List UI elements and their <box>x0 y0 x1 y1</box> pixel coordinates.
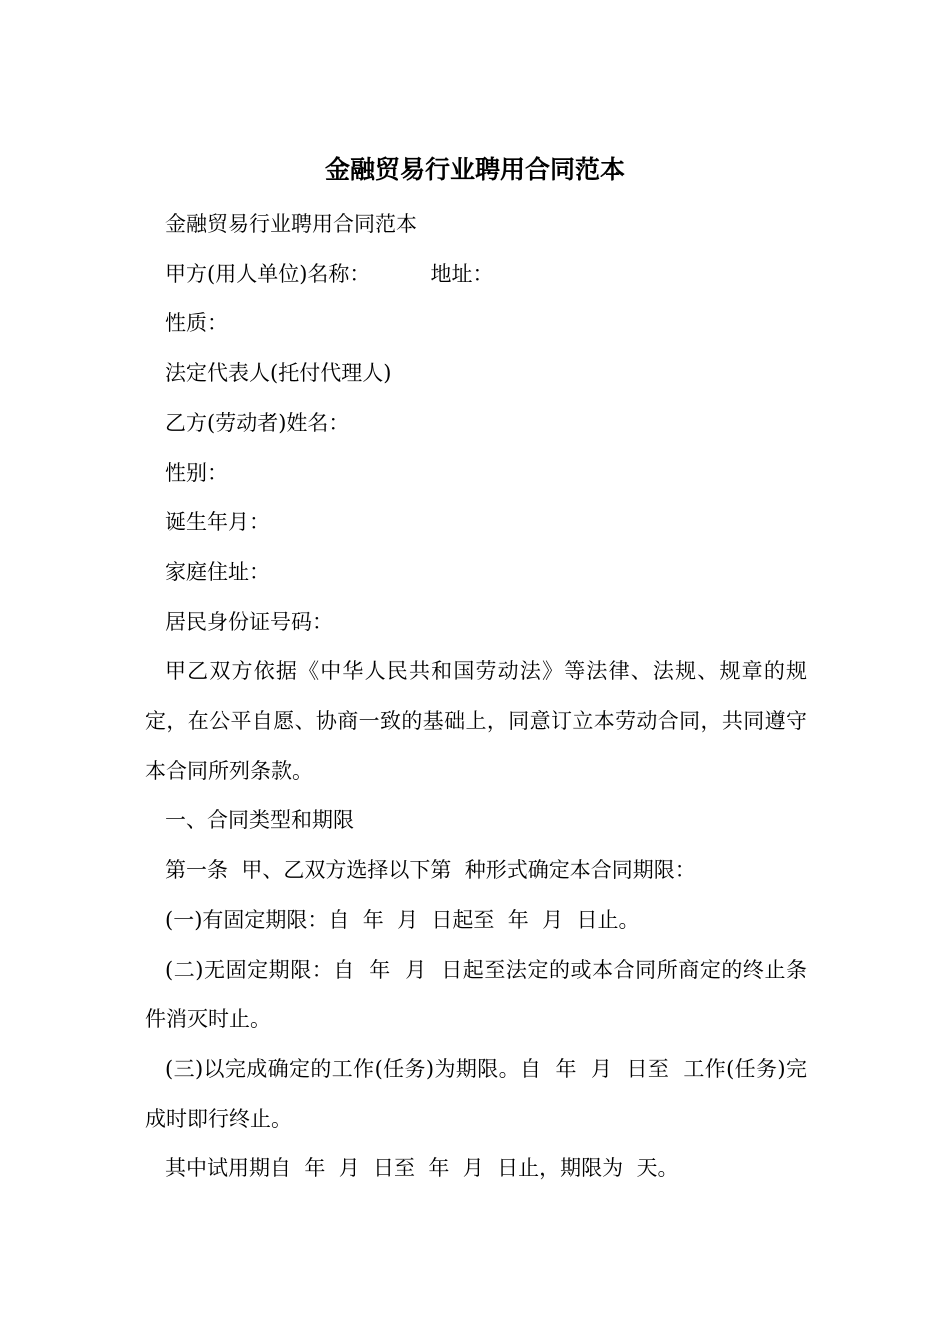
paragraph-party-b-name: 乙方(劳动者)姓名： <box>165 410 350 435</box>
document-title: 金融贸易行业聘用合同范本 <box>324 155 625 184</box>
paragraph-probation: 其中试用期自 年 月 日至 年 月 日止，期限为 天。 <box>165 1156 679 1181</box>
paragraph-task-term: (三)以完成确定的工作(任务)为期限。自 年 月 日至 工作(任务)完成时即行终止。 <box>145 1056 807 1131</box>
paragraph-heading: 金融贸易行业聘用合同范本 <box>165 212 417 236</box>
paragraph-section-heading: 一、合同类型和期限 <box>165 808 354 833</box>
paragraph-fixed-term: (一)有固定期限：自 年 月 日起至 年 月 日止。 <box>165 907 640 932</box>
paragraph-article-one: 第一条 甲、乙双方选择以下第 种形式确定本合同期限： <box>165 858 696 883</box>
paragraph-gender: 性别： <box>165 460 228 485</box>
paragraph-open-term: (二)无固定期限：自 年 月 日起至法定的或本合同所商定的终止条件消灭时止。 <box>145 957 807 1032</box>
paragraph-id-number: 居民身份证号码： <box>165 609 333 634</box>
paragraph-party-a-name: 甲方(用人单位)名称： 地址： <box>165 261 494 286</box>
document-body <box>145 200 807 1194</box>
paragraph-birth-date: 诞生年月： <box>165 510 270 535</box>
paragraph-nature: 性质： <box>165 311 228 336</box>
paragraph-home-address: 家庭住址： <box>165 559 270 584</box>
paragraph-legal-representative: 法定代表人(托付代理人) <box>165 361 392 386</box>
paragraph-preamble: 甲乙双方依据《中华人民共和国劳动法》等法律、法规、规章的规定，在公平自愿、协商一致的基础上，同意订立本劳动合同，共同遵守本合同所列条款。 <box>145 659 807 783</box>
